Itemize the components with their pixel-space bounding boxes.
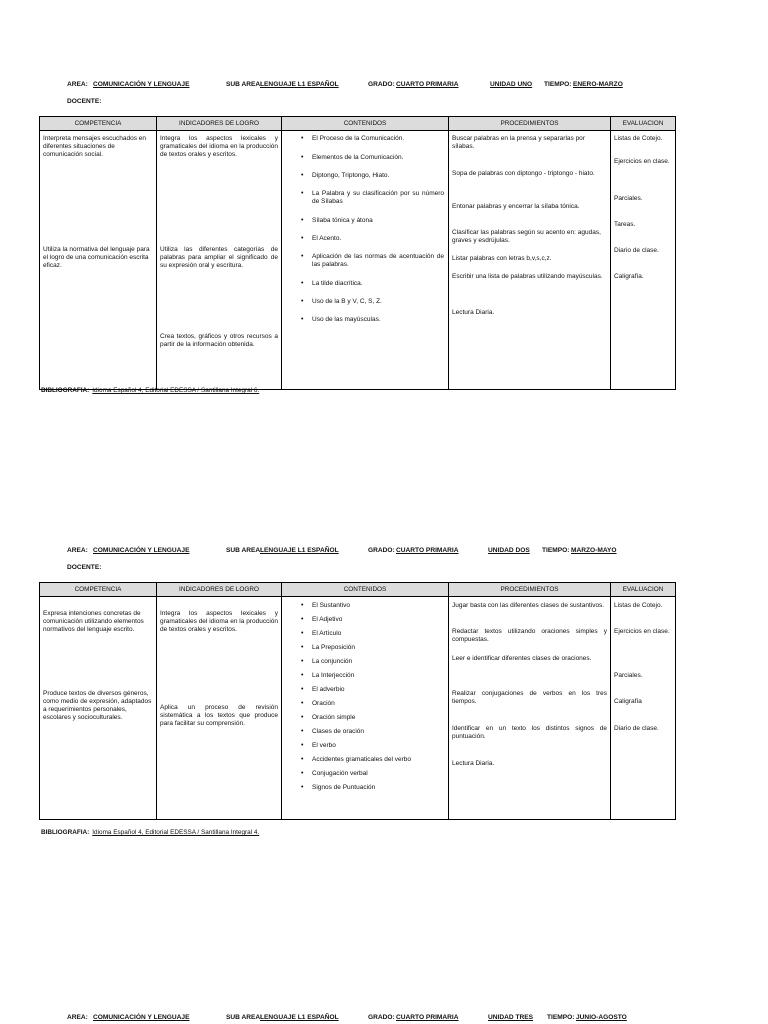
grado-value: CUARTO PRIMARIA	[396, 547, 459, 554]
docente-label: DOCENTE:	[67, 98, 102, 105]
procedimiento-item: Entonar palabras y encerrar la sílaba tónica.	[452, 203, 580, 210]
area-label: AREA:	[67, 81, 88, 88]
indicador-item: Integra los aspectos lexicales y gramaticales del idioma en la producción de textos orales y escritos.	[160, 135, 278, 159]
tiempo-label: TIEMPO:	[544, 81, 572, 88]
tiempo-label: TIEMPO:	[547, 1014, 575, 1021]
col-header-procedimientos: PROCEDIMIENTOS	[449, 583, 611, 597]
tiempo-label: TIEMPO:	[542, 547, 570, 554]
grado-value: CUARTO PRIMARIA	[396, 81, 459, 88]
col-header-contenidos: CONTENIDOS	[282, 583, 449, 597]
area-label: AREA:	[67, 1014, 88, 1021]
procedimientos-cell	[449, 597, 611, 820]
table-row	[40, 597, 676, 820]
list-item: • El Artículo	[286, 630, 444, 638]
procedimiento-item: Clasificar las palabras según su acento en: agudas, graves y esdrújulas.	[452, 229, 601, 245]
list-item: • Conjugación verbal	[286, 770, 444, 778]
indicadores-cell	[157, 131, 282, 390]
tiempo-value: ENERO-MARZO	[573, 81, 623, 88]
grado-value: CUARTO PRIMARIA	[396, 1014, 459, 1021]
col-header-contenidos: CONTENIDOS	[282, 117, 449, 131]
procedimiento-item: Sopa de palabras con diptongo - triptongo - hiato.	[452, 170, 595, 177]
table-header-row	[40, 583, 676, 597]
evaluacion-item: Parciales.	[614, 672, 643, 679]
evaluacion-item: Listas de Cotejo.	[614, 135, 663, 142]
procedimiento-item: Escribir una lista de palabras utilizando mayúsculas.	[452, 273, 603, 280]
list-item: • Diptongo, Triptongo, Hiato.	[286, 172, 444, 180]
tiempo-value: JUNIO-AGOSTO	[576, 1014, 627, 1021]
procedimiento-item: Lectura Diaria.	[452, 309, 495, 316]
list-item: • Oración	[286, 700, 444, 708]
competencia-item: Expresa intenciones concretas de comunicación utilizando elementos normativos del lenguaje escrito.	[43, 610, 144, 634]
area-value: COMUNICACIÓN Y LENGUAJE	[93, 81, 190, 88]
col-header-procedimientos: PROCEDIMIENTOS	[449, 117, 611, 131]
competencia-item: Utiliza la normativa del lenguaje para el logro de una comunicación escrita eficaz.	[43, 246, 150, 270]
evaluacion-item: Caligrafía.	[614, 273, 644, 280]
competencia-cell	[40, 597, 157, 820]
list-item: • El adverbio	[286, 686, 444, 694]
evaluacion-cell	[611, 597, 676, 820]
bibliografia-label: BIBLIOGRAFIA:	[41, 829, 90, 836]
list-item: • Uso de la B y V, C, S, Z.	[286, 298, 444, 306]
competencia-cell	[40, 131, 157, 390]
table-header-row	[40, 117, 676, 131]
grado-label: GRADO:	[368, 547, 395, 554]
bibliografia-value: Idioma Español 4, Editorial EDESSA / Santillana Integral 6.	[92, 387, 260, 394]
list-item: • El Acento.	[286, 235, 444, 243]
docente-label: DOCENTE:	[67, 564, 102, 571]
list-item: • La Preposición	[286, 644, 444, 652]
evaluacion-item: Diario de clase.	[614, 247, 659, 254]
list-item: • El Proceso de la Comunicación.	[286, 135, 444, 143]
indicador-item: Utiliza las diferentes categorías de palabras para ampliar el significado de su expresión oral y escritura.	[160, 246, 278, 270]
subarea-label: SUB AREA:	[226, 81, 263, 88]
unidad-value: UNIDAD TRES	[488, 1014, 534, 1021]
list-item: • Signos de Puntuación	[286, 784, 444, 792]
subarea-value: LENGUAJE L1 ESPAÑOL	[260, 1014, 339, 1021]
col-header-evaluacion: EVALUACION	[611, 117, 676, 131]
list-item: • Accidentes gramaticales del verbo	[286, 756, 444, 764]
bibliografia-label: BIBLIOGRAFIA:	[41, 387, 90, 394]
competencia-item: Produce textos de diversos géneros, como medio de expresión, adaptados a requerimientos personales, escolares y socioculturales.	[43, 690, 152, 722]
col-header-indicadores: INDICADORES DE LOGRO	[157, 117, 282, 131]
area-value: COMUNICACIÓN Y LENGUAJE	[93, 547, 190, 554]
procedimiento-item: Listar palabras con letras b,v,s,c,z.	[452, 255, 552, 262]
evaluacion-cell	[611, 131, 676, 390]
area-label: AREA:	[67, 547, 88, 554]
bibliografia-value: Idioma Español 4, Editorial EDESSA / Santillana Integral 4.	[92, 829, 260, 836]
list-item: • Sílaba tónica y átona	[286, 217, 444, 225]
procedimiento-item: Realizar conjugaciones de verbos en los tres tiempos.	[452, 690, 607, 706]
col-header-evaluacion: EVALUACION	[611, 583, 676, 597]
subarea-label: SUB AREA:	[226, 547, 263, 554]
col-header-indicadores: INDICADORES DE LOGRO	[157, 583, 282, 597]
procedimientos-cell	[449, 131, 611, 390]
list-item: • La conjunción	[286, 658, 444, 666]
area-value: COMUNICACIÓN Y LENGUAJE	[93, 1014, 190, 1021]
procedimiento-item: Identificar en un texto los distintos signos de puntuación.	[452, 725, 607, 741]
procedimiento-item: Redactar textos utilizando oraciones simples y compuestas.	[452, 628, 607, 644]
list-item: • Elementos de la Comunicación.	[286, 154, 444, 162]
procedimiento-item: Jugar basta con las diferentes clases de sustantivos.	[452, 602, 605, 609]
evaluacion-item: Ejercicios en clase.	[614, 628, 670, 635]
unit1-table	[39, 116, 676, 390]
list-item: • Uso de las mayúsculas.	[286, 316, 444, 324]
evaluacion-item: Diario de clase.	[614, 725, 659, 732]
grado-label: GRADO:	[368, 81, 395, 88]
unit1-bibliografia	[41, 387, 259, 394]
list-item: • El Adjetivo	[286, 616, 444, 624]
list-item: • Aplicación de las normas de acentuación de las palabras.	[286, 253, 444, 269]
evaluacion-item: Parciales.	[614, 195, 643, 202]
evaluacion-item: Listas de Cotejo.	[614, 602, 663, 609]
indicador-item: Crea textos, gráficos y otros recursos a partir de la información obtenida.	[160, 333, 278, 349]
grado-label: GRADO:	[368, 1014, 395, 1021]
indicador-item: Integra los aspectos lexicales y gramaticales del idioma en la producción de textos orales y escritos.	[160, 610, 278, 634]
competencia-item: Interpreta mensajes escuchados en diferentes situaciones de comunicación social.	[43, 135, 146, 159]
unit2-bibliografia	[41, 829, 259, 836]
list-item: • Oración simple	[286, 714, 444, 722]
unidad-value: UNIDAD DOS	[488, 547, 530, 554]
unidad-value: UNIDAD UNO	[490, 81, 533, 88]
contenidos-cell	[282, 131, 449, 390]
procedimiento-item: Buscar palabras en la prensa y separarlas por sílabas.	[452, 135, 585, 151]
subarea-label: SUB AREA:	[226, 1014, 263, 1021]
table-row	[40, 131, 676, 390]
indicadores-cell	[157, 597, 282, 820]
evaluacion-item: Tareas.	[614, 221, 636, 228]
col-header-competencia: COMPETENCIA	[40, 583, 157, 597]
col-header-competencia: COMPETENCIA	[40, 117, 157, 131]
procedimiento-item: Lectura Diaria.	[452, 760, 495, 767]
list-item: • El Sustantivo	[286, 602, 444, 610]
list-item: • El verbo	[286, 742, 444, 750]
evaluacion-item: Caligrafía	[614, 698, 642, 705]
subarea-value: LENGUAJE L1 ESPAÑOL	[260, 81, 339, 88]
list-item: • La tilde diacrítica.	[286, 280, 444, 288]
tiempo-value: MARZO-MAYO	[571, 547, 617, 554]
list-item: • La Interjección	[286, 672, 444, 680]
evaluacion-item: Ejercicios en clase.	[614, 158, 670, 165]
indicador-item: Aplica un proceso de revisión sistemática a los textos que produce para facilitar su comprensión.	[160, 704, 278, 728]
list-item: • La Palabra y su clasificación por su número de Sílabas	[286, 190, 444, 206]
procedimiento-item: Leer e identificar diferentes clases de oraciones.	[452, 655, 592, 662]
unit2-table	[39, 582, 676, 820]
contenidos-cell	[282, 597, 449, 820]
list-item: • Clases de oración	[286, 728, 444, 736]
subarea-value: LENGUAJE L1 ESPAÑOL	[260, 547, 339, 554]
